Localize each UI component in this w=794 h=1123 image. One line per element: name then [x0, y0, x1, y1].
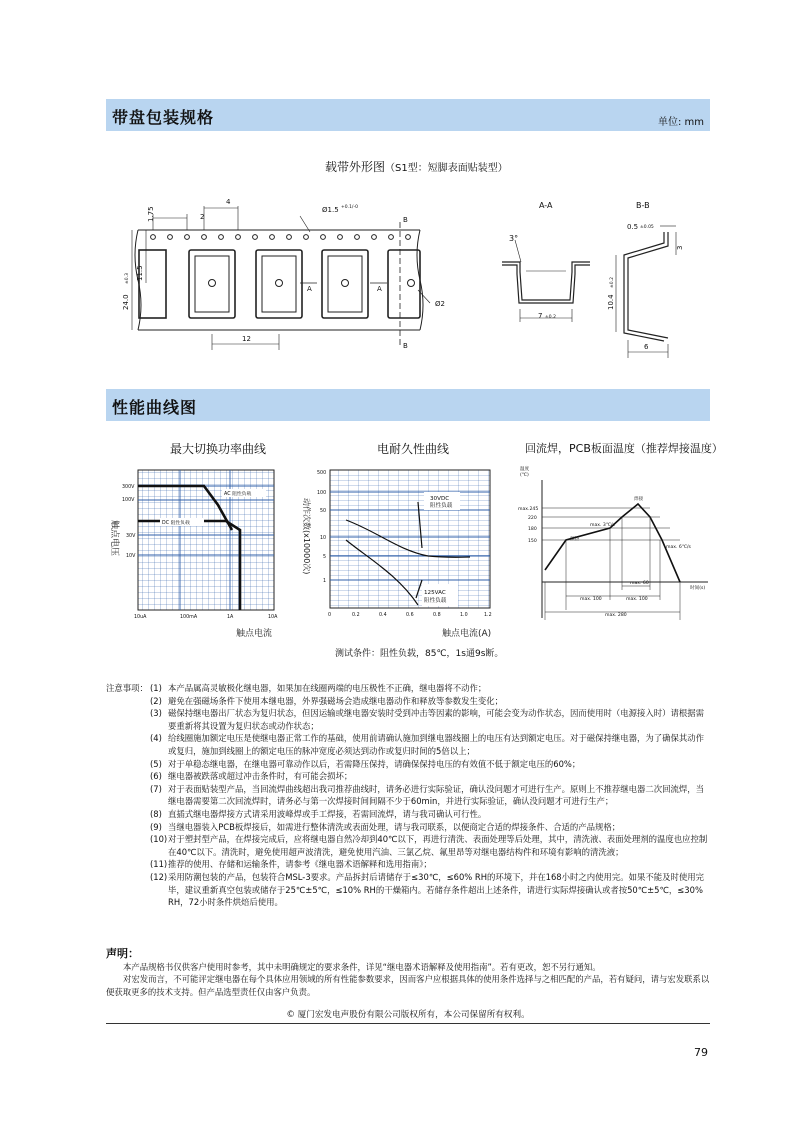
- declaration-paragraph: 对宏发而言，不可能评定继电器在每个具体应用领域的所有性能参数要求，因而客户应根据具体的使用条件选择与之相匹配的产品，若有疑问，请与宏发联系以便获取更多的技术支持。但产品选型责任仅由客户负责。: [106, 974, 710, 997]
- note-item: [106, 858, 710, 871]
- aa-angle: 3°: [509, 234, 519, 243]
- notes-heading: 注意事项：: [106, 683, 148, 693]
- declaration-heading: 声明：: [106, 947, 139, 960]
- chart2-label-dc-load: 阻性负载: [430, 503, 453, 509]
- chart2-ytick: 50: [320, 509, 327, 514]
- note-item: [106, 758, 710, 771]
- dim-12: 12: [242, 335, 251, 343]
- chart1-switching-power: [100, 460, 290, 660]
- bb-thickness: 0.5: [627, 223, 639, 231]
- chart1-xtick: 1A: [227, 615, 234, 620]
- note-item: [106, 695, 710, 708]
- dim-hole: Ø1.5: [322, 206, 339, 214]
- note-item: [106, 821, 710, 834]
- chart2-label-ac-load: 阻性负载: [424, 598, 447, 604]
- note-text: 避免在强磁场条件下使用本继电器，外界强磁场会造成继电器动作和释放等参数发生变化；: [168, 695, 503, 706]
- note-text: 本产品属高灵敏极化继电器，如果加在线圈两端的电压极性不正确，继电器将不动作；: [168, 683, 487, 693]
- page-number: 79: [694, 1046, 708, 1059]
- chart3-ylabel-unit: (℃): [520, 473, 529, 478]
- note-number: (4): [150, 733, 162, 744]
- chart3-ytick: 220: [528, 516, 537, 521]
- note-number: (2): [150, 695, 162, 706]
- chart2-label-ac: 125VAC: [424, 590, 446, 596]
- note-item: [106, 682, 710, 695]
- note-text: 继电器被跌落或超过冲击条件时，有可能会损坏；: [168, 771, 353, 782]
- note-number: (12): [150, 871, 168, 882]
- section-b-bottom: B: [403, 342, 408, 350]
- chart1-xtick: 100mA: [180, 615, 198, 620]
- note-number: (11): [150, 859, 168, 870]
- chart1-ytick: 10V: [126, 554, 136, 559]
- chart3-preheat: 预热: [570, 537, 580, 542]
- note-item: [106, 770, 710, 783]
- footer-divider: [106, 1023, 710, 1024]
- test-condition: 测试条件：阻性负载，85℃，1s通9s断。: [335, 649, 504, 659]
- note-item: [106, 707, 710, 732]
- note-text: 对于表面贴装型产品，当回流焊曲线超出我司推荐曲线时，请务必进行实际验证，确认没问题才可进行生产。原则上不推荐继电器二次回流焊，当继电器需要第二次回流焊时，请务必与第一次焊接时间间隔不少于60min，并进行实际验证，确认没问题才可进行生产；: [168, 783, 704, 807]
- unit-label: 单位: mm: [657, 117, 704, 128]
- note-text: 磁保持继电器出厂状态为复归状态，但因运输或继电器安装时受到冲击等因素的影响，可能会变为动作状态，因而使用时（电源接入时）请根据需要重新将其设置为复归状态或动作状态；: [168, 708, 704, 731]
- chart2-xtick: 1.2: [484, 613, 492, 618]
- chart3-reflow-profile: [510, 460, 710, 630]
- chart1-ytick: 30V: [126, 534, 136, 539]
- note-text: 推荐的使用、存储和运输条件，请参考《继电器术语解释和选用指南》；: [168, 859, 432, 870]
- bb-width: 6: [644, 343, 649, 351]
- section-title: 性能曲线图: [112, 398, 198, 417]
- section-a-left: A: [307, 285, 312, 293]
- bb-height-tolerance: ±0.2: [610, 277, 615, 288]
- note-number: (3): [150, 708, 162, 719]
- note-number: (6): [150, 771, 162, 782]
- section-a-right: A: [377, 285, 382, 293]
- chart3-ytick: max.245: [518, 507, 539, 512]
- chart2-label-dc: 30VDC: [430, 496, 450, 502]
- chart2-ylabel: 动作次数(x10000次): [302, 498, 311, 575]
- section-header-curves: [106, 389, 710, 421]
- aa-width: 7: [538, 312, 543, 320]
- dim-1-75: 1.75: [147, 206, 155, 222]
- chart2-xtick: 0.8: [433, 613, 441, 618]
- chart2-ytick: 100: [317, 491, 327, 496]
- chart3-rise: max. 3℃/s: [590, 523, 615, 528]
- dim-11-5: 11.5: [136, 265, 144, 281]
- chart3-ylabel: 温度: [520, 467, 530, 472]
- bb-dim-3: 3: [676, 245, 684, 250]
- chart1-legend-dc: DC 阻性负载: [162, 521, 190, 526]
- chart2-ytick: 5: [323, 555, 327, 560]
- chart3-ytick: 180: [528, 527, 537, 532]
- dim-2: 2: [200, 213, 205, 221]
- chart2-xtick: 1.0: [460, 613, 468, 618]
- note-text: 对于塑封型产品，在焊接完成后，应将继电器自然冷却到40℃以下，再进行清洗、表面处理等后处理，其中，清洗液、表面处理剂的温度也应控制在40℃以下。清洗时，避免使用超声波清洗，避免使用汽油、三氯乙烷、氟里昂等对继电器结构件和环境有影响的清洗液；: [168, 834, 708, 857]
- chart1-ylabel: 触点电压: [109, 520, 119, 557]
- bb-title: B-B: [636, 201, 650, 210]
- copyright: © 厦门宏发电声股份有限公司版权所有，本公司保留所有权利。: [286, 1010, 530, 1020]
- note-text: 给线圈施加额定电压是使继电器正常工作的基础，使用前请确认施加到继电器线圈上的电压有达到额定电压。对于磁保持继电器，为了确保其动作或复归，施加到线圈上的额定电压的脉冲宽度必须达到动作或复归时间的5倍以上；: [168, 733, 704, 756]
- declaration-section: [106, 948, 710, 998]
- chart3-t60: max. 60: [630, 581, 649, 586]
- dim-o2: Ø2: [435, 300, 445, 308]
- section-b-top: B: [403, 216, 408, 224]
- chart2-xlabel: 触点电流(A): [442, 629, 492, 639]
- chart3-t280: max. 280: [605, 613, 627, 618]
- chart2-xtick: 0: [328, 613, 332, 618]
- chart3-peak: 焊接: [634, 497, 644, 502]
- notes-section: [106, 682, 710, 909]
- chart3-title: 回流焊，PCB板面温度（推荐焊接温度）: [525, 442, 723, 455]
- chart1-xtick: 10uA: [134, 615, 147, 620]
- chart2-ytick: 1: [323, 579, 327, 584]
- note-number: (9): [150, 821, 162, 832]
- bb-height: 10.4: [607, 294, 615, 310]
- chart1-ytick: 300V: [122, 485, 135, 490]
- chart3-t100b: max. 100: [626, 597, 648, 602]
- note-item: [106, 871, 710, 909]
- chart1-ytick: 100V: [122, 498, 135, 503]
- chart1-title: 最大切换功率曲线: [170, 442, 267, 456]
- tape-subtitle: （S1型：短脚表面贴装型）: [385, 163, 508, 174]
- tape-title: 载带外形图: [325, 160, 386, 174]
- declaration-paragraph: 本产品规格书仅供客户使用时参考，其中未明确规定的要求条件，详见“继电器术语解释及使用指南”。若有更改，恕不另行通知。: [123, 961, 601, 972]
- chart3-fall: max. 6℃/s: [666, 545, 691, 550]
- note-item: [106, 808, 710, 821]
- chart3-xlabel: 时间(s): [690, 586, 706, 591]
- note-text: 对于单稳态继电器，在继电器可靠动作以后，若需降压保持，请确保保持电压的有效值不低于额定电压的60%；: [168, 758, 581, 769]
- chart2-xtick: 0.2: [352, 613, 360, 618]
- chart1-xlabel: 触点电流: [236, 629, 273, 639]
- aa-title: A-A: [539, 201, 553, 210]
- chart2-ytick: 10: [320, 536, 327, 541]
- dim-hole-tolerance: +0.1/-0: [341, 205, 358, 210]
- note-text: 采用防潮包装的产品，包装符合MSL-3要求。产品拆封后请储存于≤30℃，≤60% RH的环境下，并在168小时之内使用完。如果不能及时使用完毕，建议重新真空包装或储存于25℃±5℃，≤10% RH的干燥箱内。若储存条件超出上述条件，请进行实际焊接确认或者按50℃±5℃，≤30% RH，72小时条件烘焙后使用。: [168, 871, 705, 908]
- note-item: [106, 783, 710, 808]
- note-text: 直插式继电器焊接方式请采用波峰焊或手工焊接，若需回流焊，请与我司确认可行性。: [168, 808, 487, 819]
- note-number: (8): [150, 808, 162, 819]
- chart2-ytick: 500: [317, 471, 327, 476]
- chart2-xtick: 0.6: [406, 613, 414, 618]
- dim-24-0-tolerance: ±0.3: [125, 273, 130, 284]
- section-title: 带盘包装规格: [112, 108, 215, 127]
- note-item: [106, 732, 710, 757]
- chart1-legend-ac: AC 阻性负载: [224, 492, 252, 497]
- note-number: (10): [150, 834, 168, 845]
- chart3-ytick: 150: [528, 539, 537, 544]
- chart3-t100a: max. 100: [580, 597, 602, 602]
- chart2-xtick: 0.4: [379, 613, 387, 618]
- note-number: (7): [150, 783, 162, 794]
- chart2-endurance: [298, 460, 508, 660]
- chart2-title: 电耐久性曲线: [377, 442, 450, 456]
- dim-24-0: 24.0: [122, 294, 130, 310]
- chart1-xtick: 10A: [268, 615, 278, 620]
- dim-4: 4: [226, 198, 231, 206]
- aa-width-tolerance: ±0.2: [545, 315, 556, 320]
- note-text: 当继电器装入PCB板焊接后，如需进行整体清洗或表面处理，请与我司联系，以便商定合适的焊接条件、合适的产品规格；: [168, 821, 621, 832]
- note-item: [106, 833, 710, 858]
- note-number: (5): [150, 758, 162, 769]
- bb-thickness-tolerance: ±0.05: [640, 225, 654, 230]
- note-number: (1): [150, 683, 162, 693]
